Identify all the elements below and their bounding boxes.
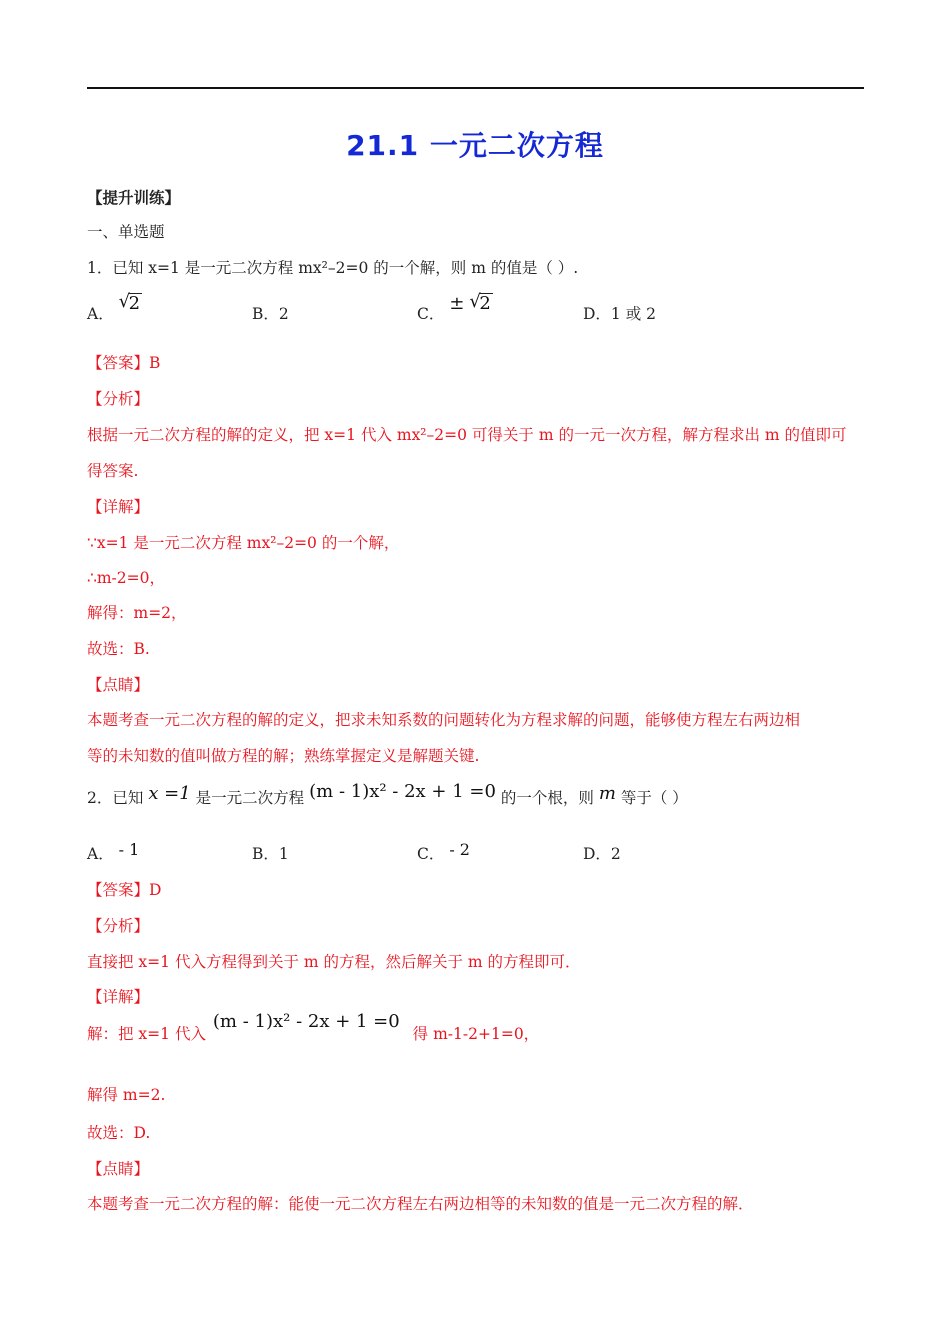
header-rule xyxy=(87,87,864,89)
q2-stem-middle: 是一元二次方程 xyxy=(195,789,305,807)
q1-stem: 1．已知 x=1 是一元二次方程 mx²–2=0 的一个解，则 m 的值是（ ）. xyxy=(87,259,579,277)
q2-detail-line-1-prefix: 解：把 x=1 代入 xyxy=(87,1025,206,1043)
q1-option-c-label: C． xyxy=(417,305,445,323)
q2-option-c-label: C． xyxy=(417,845,445,863)
q2-stem-condition: x =1 xyxy=(148,783,191,804)
q2-option-a xyxy=(87,842,139,864)
q1-option-a xyxy=(87,291,141,324)
q2-option-a-label: A． xyxy=(87,845,114,863)
q1-option-c-sign: ± xyxy=(449,293,465,314)
q2-option-c xyxy=(417,842,470,864)
q2-detail-line-1 xyxy=(87,1011,540,1044)
q2-stem-prefix: 2．已知 xyxy=(87,789,144,807)
q1-option-b: B．2 xyxy=(252,305,289,323)
q1-option-d: D．1 或 2 xyxy=(583,305,657,323)
q1-option-c-value: 2 xyxy=(479,293,491,314)
page-title: 21.1 一元二次方程 xyxy=(346,129,604,162)
q1-analysis-heading: 【分析】 xyxy=(87,390,150,408)
q1-analysis-line-2: 得答案. xyxy=(87,462,139,480)
subsection-heading: 一、单选题 xyxy=(87,223,165,241)
q2-option-a-value: - 1 xyxy=(118,840,140,859)
q2-option-c-value: - 2 xyxy=(449,840,470,859)
q1-comment-line-1: 本题考查一元二次方程的解的定义，把求未知系数的问题转化为方程求解的问题，能够使方程左右两边相 xyxy=(87,711,801,729)
q1-detail-line-4: 故选：B. xyxy=(87,640,150,658)
q2-answer: 【答案】D xyxy=(87,881,162,899)
q2-comment-heading: 【点睛】 xyxy=(87,1160,150,1178)
q2-comment-line-1: 本题考查一元二次方程的解：能使一元二次方程左右两边相等的未知数的值是一元二次方程的解． xyxy=(87,1195,754,1213)
q2-detail-line-2: 解得 m=2. xyxy=(87,1086,166,1104)
q2-option-d: D．2 xyxy=(583,845,621,863)
q1-detail-line-2: ∴m-2=0， xyxy=(87,569,166,587)
q2-detail-equation: (m - 1)x² - 2x + 1 =0 xyxy=(212,1011,400,1032)
q2-analysis-line-1: 直接把 x=1 代入方程得到关于 m 的方程，然后解关于 m 的方程即可． xyxy=(87,953,581,971)
q1-analysis-line-1: 根据一元二次方程的解的定义，把 x=1 代入 mx²–2=0 可得关于 m 的一元一次方程，解方程求出 m 的值即可 xyxy=(87,426,847,444)
section-heading: 【提升训练】 xyxy=(87,188,181,207)
q1-comment-line-2: 等的未知数的值叫做方程的解；熟练掌握定义是解题关键. xyxy=(87,747,480,765)
q1-option-a-label: A． xyxy=(87,305,114,323)
q2-equation: (m - 1)x² - 2x + 1 =0 xyxy=(309,781,496,802)
q2-stem-variable: m xyxy=(598,783,616,804)
q2-stem-end: 等于（ ） xyxy=(620,789,688,807)
q1-option-a-sqrt xyxy=(119,293,140,314)
q1-answer: 【答案】B xyxy=(87,354,161,372)
q1-option-c-sqrt xyxy=(469,293,490,314)
q2-option-b: B．1 xyxy=(252,845,289,863)
radical-icon: √ xyxy=(118,291,131,312)
q1-comment-heading: 【点睛】 xyxy=(87,676,150,694)
q2-analysis-heading: 【分析】 xyxy=(87,917,150,935)
q1-detail-line-3: 解得：m=2， xyxy=(87,604,187,622)
q2-detail-heading: 【详解】 xyxy=(87,988,150,1006)
q2-detail-line-1-suffix: 得 m-1-2+1=0， xyxy=(412,1025,540,1043)
q1-option-c xyxy=(417,291,491,324)
q1-detail-heading: 【详解】 xyxy=(87,498,150,516)
q2-detail-line-3: 故选：D. xyxy=(87,1124,151,1142)
radical-icon: √ xyxy=(469,291,481,312)
q2-stem xyxy=(87,781,688,808)
q2-stem-post: 的一个根，则 xyxy=(500,789,594,807)
q1-detail-line-1: ∵x=1 是一元二次方程 mx²–2=0 的一个解， xyxy=(87,534,400,552)
q1-option-a-value: 2 xyxy=(128,293,141,314)
